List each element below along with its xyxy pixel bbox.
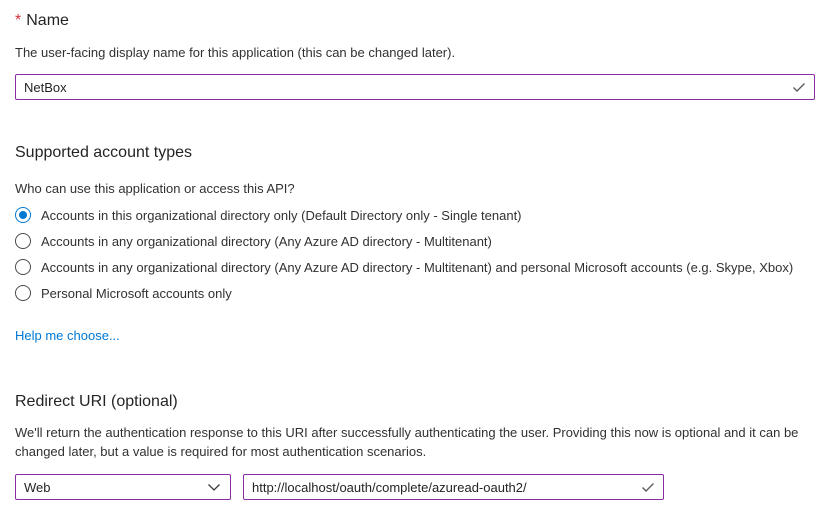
redirect-uri-title: Redirect URI (optional) [15,393,178,410]
redirect-uri-input-container [243,474,664,500]
radio-option-personal-only[interactable] [15,280,815,306]
redirect-uri-controls [15,474,815,500]
name-input[interactable] [15,74,815,100]
radio-option-label: Accounts in any organizational directory (Any Azure AD directory - Multitenant) [41,233,492,249]
name-section-label: Name [26,12,69,29]
radio-option-label: Personal Microsoft accounts only [41,285,232,301]
radio-option-label: Accounts in any organizational directory (Any Azure AD directory - Multitenant) and personal Microsoft accounts (e.g. Skype, Xbox) [41,259,794,275]
name-description: The user-facing display name for this application (this can be changed later). [15,45,456,60]
app-registration-form [0,10,829,500]
account-types-title: Supported account types [15,144,193,161]
radio-option-multitenant[interactable] [15,228,815,254]
radio-unselected-icon[interactable] [15,233,31,249]
chevron-down-icon [206,479,222,495]
account-types-question: Who can use this application or access this API? [15,181,295,196]
redirect-uri-description: We'll return the authentication response to this URI after successfully authenticating the user. Providing this now is optional and it can be changed later, but a value is required for most authentication scenarios. [15,425,799,459]
name-input-container [15,74,815,100]
radio-option-label: Accounts in this organizational directory only (Default Directory only - Single tenant) [41,207,522,223]
radio-unselected-icon[interactable] [15,285,31,301]
radio-unselected-icon[interactable] [15,259,31,275]
radio-selected-icon[interactable] [15,207,31,223]
name-section-title [15,10,815,31]
redirect-uri-input[interactable] [243,474,664,500]
account-types-radio-group [15,202,815,306]
radio-option-multitenant-personal[interactable] [15,254,815,280]
platform-select-value: Web [24,479,51,495]
help-me-choose-link[interactable]: Help me choose... [15,328,120,343]
radio-option-single-tenant[interactable] [15,202,815,228]
platform-select[interactable] [15,474,231,500]
required-asterisk: * [15,12,22,29]
